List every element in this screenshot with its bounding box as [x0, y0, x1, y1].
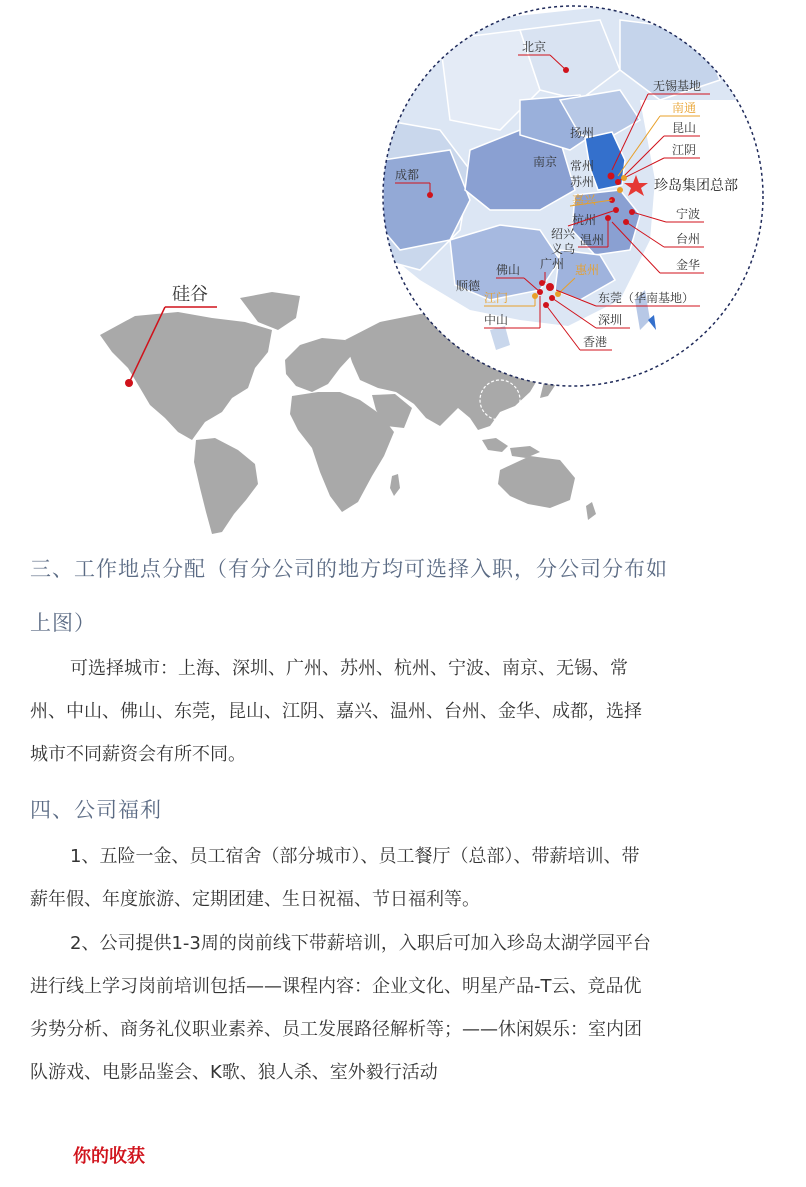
city-kunshan: 昆山 [672, 121, 697, 135]
city-huizhou: 惠州 [575, 263, 600, 277]
benefit-item2-line3: 劣势分析、商务礼仪职业素养、员工发展路径解析等；——休闲娱乐：室内团 [30, 1019, 642, 1040]
benefit-item-1 [30, 835, 780, 878]
city-foshan: 佛山 [496, 263, 521, 277]
section3-title-line2: 上图） [30, 611, 96, 635]
section3-title-line1: 三、工作地点分配（有分公司的地方均可选择入职，分公司分布如 [30, 557, 668, 581]
benefit-item2-line1: 2、公司提供1-3周的岗前线下带薪培训，入职后可加入珍岛太湖学园平台 [70, 933, 651, 954]
city-jiaxing: 嘉兴 [572, 193, 597, 207]
branch-distribution-map [0, 0, 806, 540]
city-beijing: 北京 [522, 40, 547, 54]
section3-para-line2: 州、中山、佛山、东莞，昆山、江阴、嘉兴、温州、台州、金华、成都，选择 [30, 701, 642, 722]
city-shenzhen: 深圳 [598, 313, 623, 327]
city-chengdu: 成都 [395, 168, 420, 182]
city-yiwu: 义乌 [551, 242, 576, 256]
benefit-item2-line2: 进行线上学习岗前培训包括——课程内容：企业文化、明星产品-T云、竞品优 [30, 976, 642, 997]
city-ningbo: 宁波 [676, 207, 701, 221]
city-zhongshan: 中山 [484, 313, 509, 327]
city-jiangmen: 江门 [484, 291, 509, 305]
city-yangzhou: 扬州 [570, 126, 595, 140]
benefit-item-2 [30, 922, 780, 965]
section3-para-line3: 城市不同薪资会有所不同。 [30, 744, 246, 765]
city-guangzhou: 广州 [540, 257, 565, 271]
city-nanjing: 南京 [533, 155, 558, 169]
city-suzhou: 苏州 [570, 175, 595, 189]
city-taizhou: 台州 [676, 232, 701, 246]
city-dongguan: 东莞（华南基地） [598, 291, 695, 305]
city-hangzhou: 杭州 [572, 213, 597, 227]
city-wenzhou: 温州 [580, 233, 605, 247]
city-wuxi-base: 无锡基地 [653, 79, 702, 93]
city-jiangyin: 江阴 [672, 143, 697, 157]
hq-label: 珍岛集团总部 [654, 178, 738, 194]
section3-para-line1: 可选择城市：上海、深圳、广州、苏州、杭州、宁波、南京、无锡、常 [70, 658, 628, 679]
city-hongkong: 香港 [583, 335, 608, 349]
city-shunde: 顺德 [456, 279, 481, 293]
section4-title: 四、公司福利 [30, 798, 162, 822]
city-nantong: 南通 [672, 101, 697, 115]
silicon-valley-label: 硅谷 [172, 284, 208, 305]
your-gain-title: 你的收获 [73, 1146, 145, 1167]
benefit-item1-line2: 薪年假、年度旅游、定期团建、生日祝福、节日福利等。 [30, 889, 480, 910]
city-shaoxing: 绍兴 [551, 227, 576, 241]
section3-paragraph [30, 647, 780, 690]
benefit-item2-line4: 队游戏、电影品鉴会、K歌、狼人杀、室外毅行活动 [30, 1062, 438, 1083]
city-jinhua: 金华 [676, 258, 701, 272]
city-changzhou: 常州 [570, 159, 595, 173]
benefit-item1-line1: 1、五险一金、员工宿舍（部分城市）、员工餐厅（总部）、带薪培训、带 [70, 846, 640, 867]
